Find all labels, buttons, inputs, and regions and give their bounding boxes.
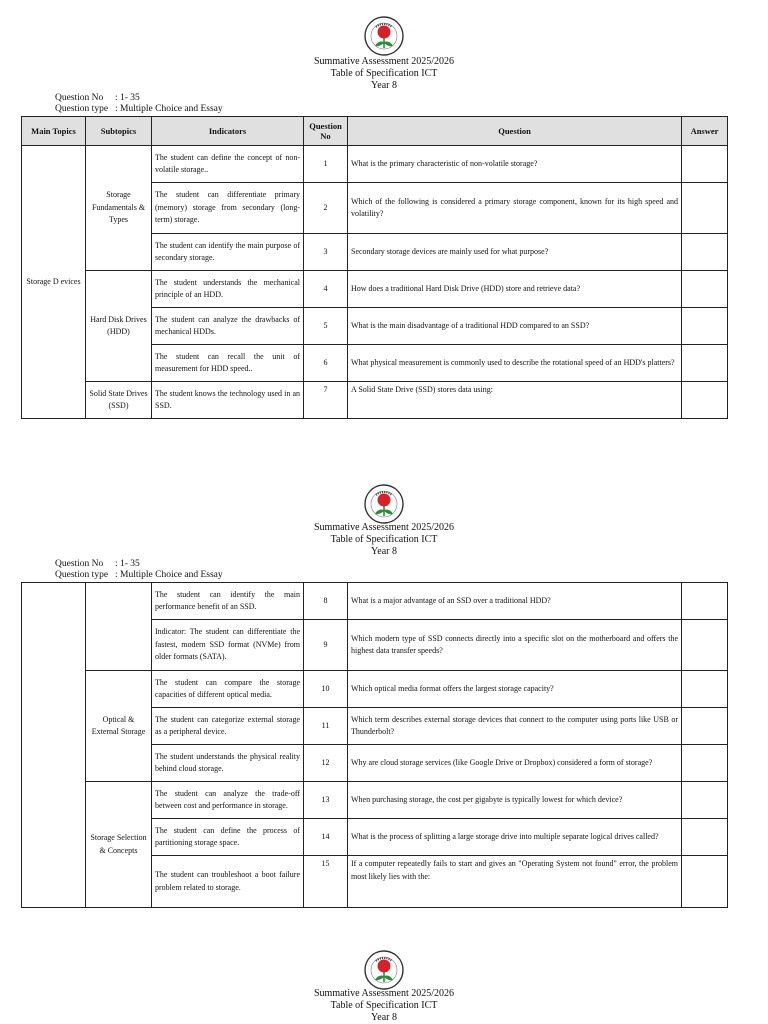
- question-no-cell: 3: [304, 234, 348, 271]
- doc-title: Summative Assessment 2025/2026: [314, 522, 454, 533]
- table-row: [22, 271, 728, 308]
- question-no-cell: 1: [304, 146, 348, 183]
- col-question: Question: [348, 117, 682, 146]
- question-cell: What physical measurement is commonly used to describe the rotational speed of an HDD's platters?: [348, 345, 682, 382]
- doc-title: Summative Assessment 2025/2026: [314, 56, 454, 67]
- table-row: [22, 382, 728, 419]
- answer-cell: [682, 708, 728, 745]
- question-no-cell: 4: [304, 271, 348, 308]
- answer-cell: [682, 234, 728, 271]
- question-cell: What is the main disadvantage of a traditional HDD compared to an SSD?: [348, 308, 682, 345]
- question-no-cell: 5: [304, 308, 348, 345]
- qno-value: : 1- 35: [115, 93, 140, 103]
- indicator-cell: The student can categorize external storage as a peripheral device.: [152, 708, 304, 745]
- table-row: [22, 671, 728, 708]
- doc-subtitle: Table of Specification ICT: [330, 1000, 438, 1011]
- question-cell: Which optical media format offers the largest storage capacity?: [348, 671, 682, 708]
- col-answer: Answer: [682, 117, 728, 146]
- question-cell: What is the primary characteristic of non-volatile storage?: [348, 146, 682, 183]
- question-no-cell: 12: [304, 745, 348, 782]
- qtype-value: : Multiple Choice and Essay: [115, 104, 223, 114]
- indicator-cell: Indicator: The student can differentiate the fastest, modern SSD format (NVMe) from older formats (SATA).: [152, 620, 304, 671]
- question-cell: When purchasing storage, the cost per gigabyte is typically lowest for which device?: [348, 782, 682, 819]
- main-topic-cell: Storage D evices: [22, 146, 86, 419]
- question-cell: How does a traditional Hard Disk Drive (HDD) store and retrieve data?: [348, 271, 682, 308]
- doc-subtitle: Table of Specification ICT: [330, 68, 438, 79]
- question-no-cell: 11: [304, 708, 348, 745]
- question-cell: If a computer repeatedly fails to start and gives an "Operating System not found" error, the problem most likely lies with the:: [348, 856, 682, 908]
- indicator-cell: The student can troubleshoot a boot failure problem related to storage.: [152, 856, 304, 908]
- question-no-cell: 6: [304, 345, 348, 382]
- qno-label: Question No: [55, 559, 104, 569]
- answer-cell: [682, 745, 728, 782]
- subtopic-cell: [86, 583, 152, 671]
- answer-cell: [682, 271, 728, 308]
- answer-cell: [682, 183, 728, 234]
- question-no-cell: 15: [304, 856, 348, 908]
- question-cell: Secondary storage devices are mainly used for what purpose?: [348, 234, 682, 271]
- indicator-cell: The student knows the technology used in an SSD.: [152, 382, 304, 419]
- school-logo: [362, 482, 406, 526]
- question-no-cell: 14: [304, 819, 348, 856]
- qno-value: : 1- 35: [115, 559, 140, 569]
- question-cell: Which modern type of SSD connects directly into a specific slot on the motherboard and offers the highest data transfer speeds?: [348, 620, 682, 671]
- indicator-cell: The student can recall the unit of measurement for HDD speed..: [152, 345, 304, 382]
- answer-cell: [682, 382, 728, 419]
- subtopic-cell: Storage Fundamentals & Types: [86, 146, 152, 271]
- question-no-cell: 2: [304, 183, 348, 234]
- table-row: [22, 583, 728, 620]
- specification-table-page1: [21, 116, 728, 419]
- question-cell: Which term describes external storage devices that connect to the computer using ports like USB or Thunderbolt?: [348, 708, 682, 745]
- answer-cell: [682, 146, 728, 183]
- question-no-cell: 13: [304, 782, 348, 819]
- answer-cell: [682, 819, 728, 856]
- table-header-row: [22, 117, 728, 146]
- specification-table-page2: [21, 582, 728, 908]
- qtype-value: : Multiple Choice and Essay: [115, 570, 223, 580]
- indicator-cell: The student can identify the main performance benefit of an SSD.: [152, 583, 304, 620]
- question-meta: [55, 559, 223, 581]
- school-logo: [362, 948, 406, 992]
- col-indicators: Indicators: [152, 117, 304, 146]
- indicator-cell: The student can compare the storage capacities of different optical media.: [152, 671, 304, 708]
- doc-subtitle: Table of Specification ICT: [330, 534, 438, 545]
- answer-cell: [682, 583, 728, 620]
- doc-grade: Year 8: [371, 80, 397, 91]
- subtopic-cell: Storage Selection & Concepts: [86, 782, 152, 908]
- indicator-cell: The student can analyze the drawbacks of mechanical HDDs.: [152, 308, 304, 345]
- subtopic-cell: Hard Disk Drives (HDD): [86, 271, 152, 382]
- table-row: [22, 146, 728, 183]
- col-subtopics: Subtopics: [86, 117, 152, 146]
- subtopic-cell: Solid State Drives (SSD): [86, 382, 152, 419]
- indicator-cell: The student can define the process of partitioning storage space.: [152, 819, 304, 856]
- indicator-cell: The student understands the mechanical principle of an HDD.: [152, 271, 304, 308]
- qtype-label: Question type: [55, 570, 109, 580]
- answer-cell: [682, 856, 728, 908]
- indicator-cell: The student can identify the main purpose of secondary storage.: [152, 234, 304, 271]
- question-cell: Why are cloud storage services (like Google Drive or Dropbox) considered a form of storage?: [348, 745, 682, 782]
- answer-cell: [682, 308, 728, 345]
- question-no-cell: 10: [304, 671, 348, 708]
- doc-grade: Year 8: [371, 1012, 397, 1023]
- question-cell: What is the process of splitting a large storage drive into multiple separate logical drives called?: [348, 819, 682, 856]
- col-main-topics: Main Topics: [22, 117, 86, 146]
- indicator-cell: The student understands the physical reality behind cloud storage.: [152, 745, 304, 782]
- answer-cell: [682, 671, 728, 708]
- indicator-cell: The student can differentiate primary (memory) storage from secondary (long-term) storage.: [152, 183, 304, 234]
- indicator-cell: The student can define the concept of non-volatile storage..: [152, 146, 304, 183]
- question-cell: What is a major advantage of an SSD over a traditional HDD?: [348, 583, 682, 620]
- question-no-cell: 7: [304, 382, 348, 419]
- question-no-cell: 8: [304, 583, 348, 620]
- question-cell: A Solid State Drive (SSD) stores data using:: [348, 382, 682, 419]
- main-topic-cell: [22, 583, 86, 908]
- subtopic-cell: Optical & External Storage: [86, 671, 152, 782]
- school-logo: [362, 14, 406, 58]
- doc-grade: Year 8: [371, 546, 397, 557]
- question-no-cell: 9: [304, 620, 348, 671]
- qno-label: Question No: [55, 93, 104, 103]
- question-cell: Which of the following is considered a primary storage component, known for its high speed and volatility?: [348, 183, 682, 234]
- answer-cell: [682, 345, 728, 382]
- qtype-label: Question type: [55, 104, 109, 114]
- question-meta: [55, 93, 223, 115]
- answer-cell: [682, 620, 728, 671]
- answer-cell: [682, 782, 728, 819]
- table-row: [22, 782, 728, 819]
- indicator-cell: The student can analyze the trade-off between cost and performance in storage.: [152, 782, 304, 819]
- col-question-no: Question No: [304, 117, 348, 146]
- doc-title: Summative Assessment 2025/2026: [314, 988, 454, 999]
